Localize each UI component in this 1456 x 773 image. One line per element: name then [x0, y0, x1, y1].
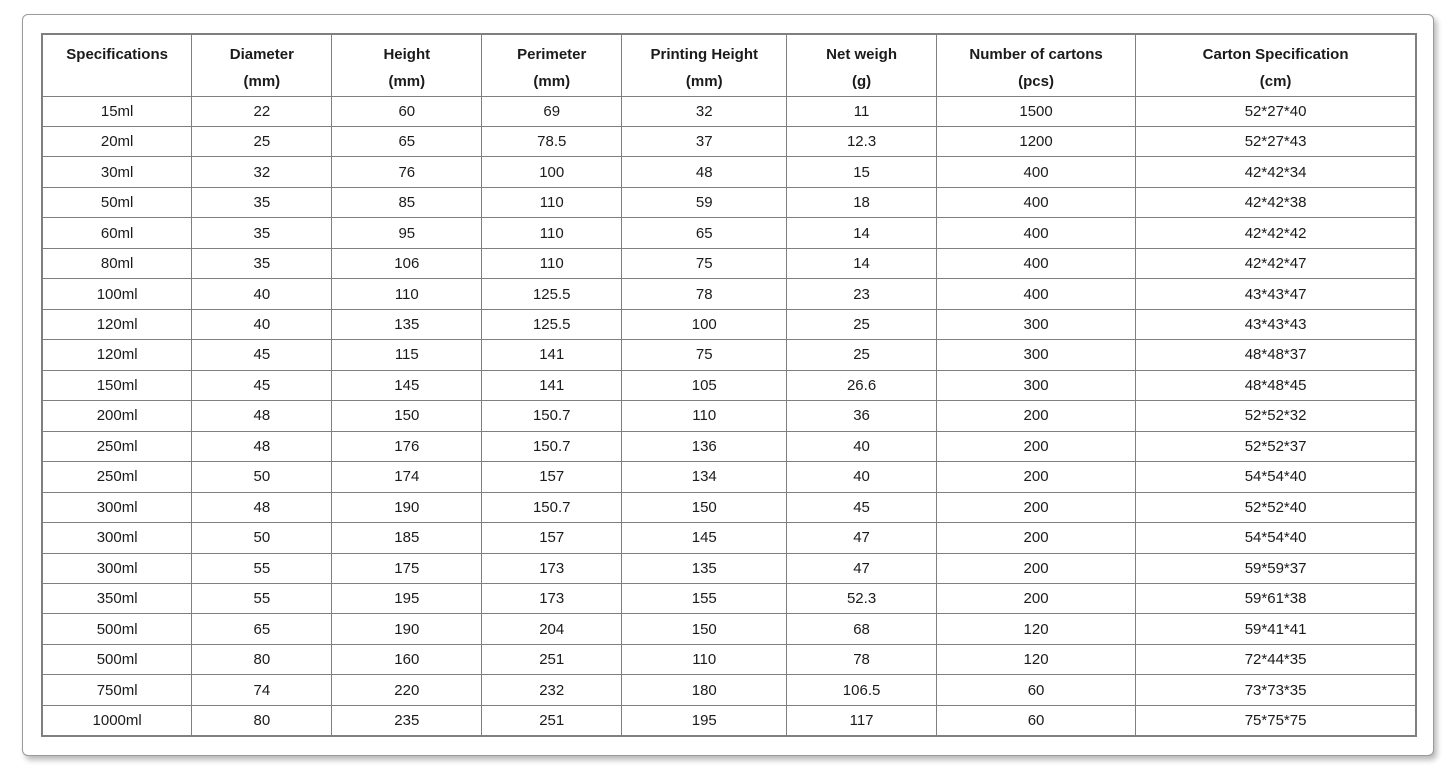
table-cell: 42*42*34 [1136, 157, 1416, 187]
table-cell: 52*52*40 [1136, 492, 1416, 522]
table-cell: 25 [192, 126, 332, 156]
table-cell: 400 [936, 187, 1135, 217]
table-cell: 30ml [42, 157, 192, 187]
table-cell: 300ml [42, 492, 192, 522]
table-cell: 120 [936, 644, 1135, 674]
table-row [42, 462, 1416, 492]
spec-sheet-card [22, 14, 1434, 756]
table-cell: 52*27*43 [1136, 126, 1416, 156]
table-cell: 173 [482, 553, 622, 583]
table-cell: 150.7 [482, 431, 622, 461]
table-cell: 106 [332, 248, 482, 278]
table-cell: 50 [192, 523, 332, 553]
table-cell: 60ml [42, 218, 192, 248]
table-cell: 37 [622, 126, 787, 156]
column-header [936, 34, 1135, 96]
table-body [42, 96, 1416, 736]
table-cell: 35 [192, 218, 332, 248]
table-cell: 76 [332, 157, 482, 187]
table-cell: 32 [192, 157, 332, 187]
table-cell: 48 [192, 431, 332, 461]
table-cell: 42*42*47 [1136, 248, 1416, 278]
column-header-label: Perimeter [517, 46, 587, 63]
table-cell: 150 [622, 614, 787, 644]
column-header [42, 34, 192, 96]
table-row [42, 370, 1416, 400]
table-cell: 26.6 [787, 370, 937, 400]
table-cell: 200 [936, 401, 1135, 431]
table-cell: 110 [482, 218, 622, 248]
column-header-unit: (mm) [533, 73, 571, 90]
table-cell: 80ml [42, 248, 192, 278]
table-cell: 235 [332, 705, 482, 736]
column-header-unit: (mm) [243, 73, 281, 90]
table-cell: 100 [482, 157, 622, 187]
table-cell: 54*54*40 [1136, 523, 1416, 553]
table-cell: 48*48*37 [1136, 340, 1416, 370]
table-cell: 45 [192, 370, 332, 400]
table-cell: 45 [192, 340, 332, 370]
table-row [42, 218, 1416, 248]
table-cell: 55 [192, 553, 332, 583]
table-cell: 14 [787, 218, 937, 248]
table-cell: 74 [192, 675, 332, 705]
table-cell: 195 [622, 705, 787, 736]
table-cell: 65 [192, 614, 332, 644]
table-row [42, 553, 1416, 583]
table-cell: 110 [622, 401, 787, 431]
table-cell: 220 [332, 675, 482, 705]
column-header [192, 34, 332, 96]
table-cell: 350ml [42, 584, 192, 614]
table-cell: 36 [787, 401, 937, 431]
table-cell: 157 [482, 523, 622, 553]
table-cell: 232 [482, 675, 622, 705]
table-cell: 60 [936, 675, 1135, 705]
table-cell: 250ml [42, 462, 192, 492]
table-cell: 200 [936, 492, 1135, 522]
table-cell: 117 [787, 705, 937, 736]
table-cell: 75 [622, 248, 787, 278]
table-cell: 150ml [42, 370, 192, 400]
table-cell: 25 [787, 340, 937, 370]
table-cell: 190 [332, 492, 482, 522]
table-row [42, 675, 1416, 705]
table-cell: 42*42*38 [1136, 187, 1416, 217]
column-header [1136, 34, 1416, 96]
table-cell: 20ml [42, 126, 192, 156]
table-cell: 48 [192, 401, 332, 431]
table-cell: 300 [936, 370, 1135, 400]
table-cell: 85 [332, 187, 482, 217]
table-cell: 204 [482, 614, 622, 644]
column-header-label: Net weigh [826, 46, 897, 63]
table-cell: 180 [622, 675, 787, 705]
table-cell: 80 [192, 705, 332, 736]
table-cell: 59*61*38 [1136, 584, 1416, 614]
table-cell: 23 [787, 279, 937, 309]
table-cell: 40 [192, 309, 332, 339]
table-cell: 78.5 [482, 126, 622, 156]
table-row [42, 126, 1416, 156]
table-cell: 52*27*40 [1136, 96, 1416, 126]
column-header-label: Height [383, 46, 431, 63]
column-header-label: Number of cartons [969, 46, 1103, 63]
table-cell: 173 [482, 584, 622, 614]
column-header-unit: (cm) [1259, 73, 1292, 90]
table-cell: 125.5 [482, 309, 622, 339]
table-row [42, 705, 1416, 736]
table-cell: 105 [622, 370, 787, 400]
table-header [42, 34, 1416, 96]
table-cell: 120ml [42, 340, 192, 370]
table-cell: 52.3 [787, 584, 937, 614]
table-cell: 48 [192, 492, 332, 522]
table-cell: 78 [787, 644, 937, 674]
table-cell: 145 [622, 523, 787, 553]
table-cell: 80 [192, 644, 332, 674]
table-cell: 52*52*32 [1136, 401, 1416, 431]
table-cell: 200 [936, 584, 1135, 614]
table-cell: 500ml [42, 644, 192, 674]
table-cell: 22 [192, 96, 332, 126]
table-cell: 32 [622, 96, 787, 126]
table-row [42, 187, 1416, 217]
table-row [42, 248, 1416, 278]
table-cell: 400 [936, 157, 1135, 187]
table-cell: 150 [622, 492, 787, 522]
table-row [42, 431, 1416, 461]
table-cell: 1500 [936, 96, 1135, 126]
header-row [42, 34, 1416, 96]
table-cell: 135 [332, 309, 482, 339]
table-cell: 106.5 [787, 675, 937, 705]
table-cell: 110 [332, 279, 482, 309]
table-cell: 35 [192, 187, 332, 217]
table-cell: 18 [787, 187, 937, 217]
table-cell: 65 [622, 218, 787, 248]
table-cell: 75*75*75 [1136, 705, 1416, 736]
table-cell: 300 [936, 309, 1135, 339]
table-cell: 200 [936, 431, 1135, 461]
table-cell: 54*54*40 [1136, 462, 1416, 492]
column-header-label: Printing Height [650, 46, 758, 63]
table-cell: 14 [787, 248, 937, 278]
table-cell: 200 [936, 553, 1135, 583]
table-cell: 300ml [42, 553, 192, 583]
table-cell: 750ml [42, 675, 192, 705]
table-cell: 150.7 [482, 401, 622, 431]
table-cell: 141 [482, 370, 622, 400]
table-cell: 95 [332, 218, 482, 248]
table-cell: 400 [936, 248, 1135, 278]
table-row [42, 340, 1416, 370]
table-cell: 15 [787, 157, 937, 187]
table-row [42, 644, 1416, 674]
table-cell: 110 [482, 248, 622, 278]
column-header-unit: (mm) [685, 73, 723, 90]
table-cell: 50ml [42, 187, 192, 217]
table-cell: 40 [787, 431, 937, 461]
table-cell: 55 [192, 584, 332, 614]
table-cell: 47 [787, 523, 937, 553]
table-cell: 45 [787, 492, 937, 522]
product-specification-table [41, 33, 1417, 737]
table-cell: 1200 [936, 126, 1135, 156]
table-cell: 47 [787, 553, 937, 583]
table-cell: 125.5 [482, 279, 622, 309]
table-cell: 12.3 [787, 126, 937, 156]
table-cell: 42*42*42 [1136, 218, 1416, 248]
table-cell: 65 [332, 126, 482, 156]
column-header-unit: (mm) [388, 73, 426, 90]
table-cell: 157 [482, 462, 622, 492]
table-cell: 176 [332, 431, 482, 461]
table-cell: 150 [332, 401, 482, 431]
table-cell: 120 [936, 614, 1135, 644]
column-header-label: Carton Specification [1202, 46, 1349, 63]
table-cell: 60 [936, 705, 1135, 736]
table-cell: 100 [622, 309, 787, 339]
table-row [42, 309, 1416, 339]
column-header [332, 34, 482, 96]
table-cell: 43*43*43 [1136, 309, 1416, 339]
table-cell: 120ml [42, 309, 192, 339]
table-cell: 251 [482, 705, 622, 736]
table-cell: 100ml [42, 279, 192, 309]
table-cell: 160 [332, 644, 482, 674]
table-cell: 300 [936, 340, 1135, 370]
table-cell: 145 [332, 370, 482, 400]
table-cell: 200 [936, 462, 1135, 492]
column-header-unit: (g) [851, 73, 872, 90]
table-cell: 52*52*37 [1136, 431, 1416, 461]
table-cell: 135 [622, 553, 787, 583]
table-cell: 35 [192, 248, 332, 278]
table-cell: 115 [332, 340, 482, 370]
table-cell: 136 [622, 431, 787, 461]
table-cell: 134 [622, 462, 787, 492]
table-row [42, 523, 1416, 553]
table-cell: 500ml [42, 614, 192, 644]
column-header [622, 34, 787, 96]
column-header [787, 34, 937, 96]
table-cell: 200 [936, 523, 1135, 553]
table-cell: 59*41*41 [1136, 614, 1416, 644]
table-cell: 40 [787, 462, 937, 492]
table-cell: 250ml [42, 431, 192, 461]
table-cell: 40 [192, 279, 332, 309]
table-cell: 150.7 [482, 492, 622, 522]
table-cell: 190 [332, 614, 482, 644]
table-cell: 50 [192, 462, 332, 492]
table-row [42, 614, 1416, 644]
table-cell: 300ml [42, 523, 192, 553]
table-cell: 400 [936, 218, 1135, 248]
column-header-label: Specifications [66, 46, 168, 63]
table-cell: 59 [622, 187, 787, 217]
table-cell: 155 [622, 584, 787, 614]
table-cell: 43*43*47 [1136, 279, 1416, 309]
column-header [482, 34, 622, 96]
table-cell: 73*73*35 [1136, 675, 1416, 705]
table-cell: 174 [332, 462, 482, 492]
table-cell: 15ml [42, 96, 192, 126]
table-row [42, 401, 1416, 431]
table-cell: 72*44*35 [1136, 644, 1416, 674]
table-cell: 25 [787, 309, 937, 339]
column-header-label: Diameter [229, 46, 294, 63]
table-cell: 110 [622, 644, 787, 674]
table-cell: 141 [482, 340, 622, 370]
table-row [42, 492, 1416, 522]
column-header-unit: (pcs) [1018, 73, 1054, 90]
table-row [42, 584, 1416, 614]
table-cell: 1000ml [42, 705, 192, 736]
table-cell: 195 [332, 584, 482, 614]
table-cell: 175 [332, 553, 482, 583]
table-cell: 78 [622, 279, 787, 309]
table-cell: 69 [482, 96, 622, 126]
table-cell: 185 [332, 523, 482, 553]
table-cell: 400 [936, 279, 1135, 309]
table-row [42, 279, 1416, 309]
table-cell: 59*59*37 [1136, 553, 1416, 583]
table-cell: 48*48*45 [1136, 370, 1416, 400]
table-cell: 200ml [42, 401, 192, 431]
table-cell: 11 [787, 96, 937, 126]
table-cell: 48 [622, 157, 787, 187]
table-cell: 75 [622, 340, 787, 370]
table-cell: 68 [787, 614, 937, 644]
table-row [42, 96, 1416, 126]
table-cell: 60 [332, 96, 482, 126]
table-cell: 110 [482, 187, 622, 217]
table-cell: 251 [482, 644, 622, 674]
table-row [42, 157, 1416, 187]
